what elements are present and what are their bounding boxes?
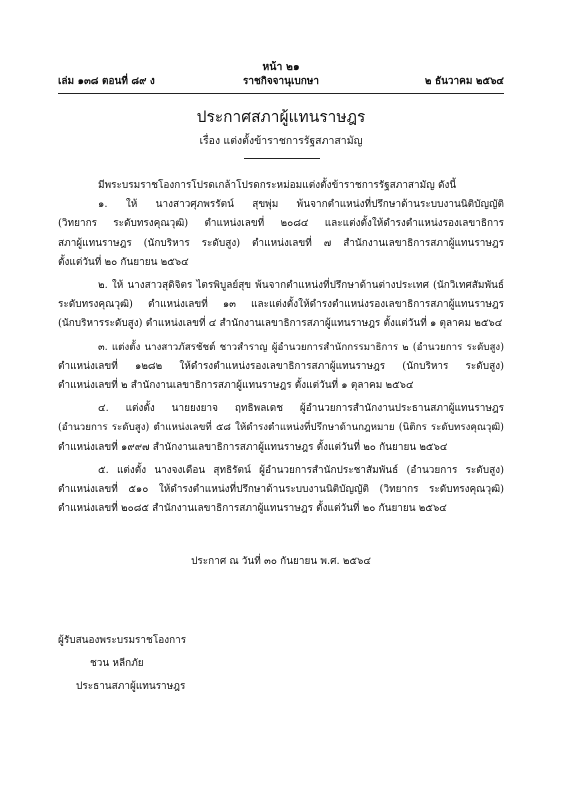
item-2-line: ระดับทรงคุณวุฒิ) ตำแหน่งเลขที่ ๑๓ และแต่งตั้งให้ดำรงตำแหน่งรองเลขาธิการสภาผู้แทนราษฎร <box>58 299 504 311</box>
announcement-title: ประกาศสภาผู้แทนราษฎร <box>196 108 366 126</box>
item-5-line: ตำแหน่งเลขที่ ๒๐๘๕ สำนักงานเลขาธิการสภาผู้แทนราษฎร ตั้งแต่วันที่ ๒๐ กันยายน ๒๕๖๔ <box>58 503 447 515</box>
announcement-subject: เรื่อง แต่งตั้งข้าราชการรัฐสภาสามัญ <box>199 135 363 147</box>
item-2-line: ๒. ให้ นางสาวสุดิจิตร ไตรพิบูลย์สุข พ้นจากตำแหน่งที่ปรึกษาด้านต่างประเทศ (นักวิเทศสัมพันธ์ <box>98 280 504 292</box>
signatory-name: ชวน หลีกภัย <box>90 658 144 669</box>
announcement-body <box>58 176 504 518</box>
item-1-line: สภาผู้แทนราษฎร (นักบริหาร ระดับสูง) ตำแหน่งเลขที่ ๗ สำนักงานเลขาธิการสภาผู้แทนราษฎร <box>58 237 504 249</box>
item-5-line: ๕. แต่งตั้ง นางจงเดือน สุทธิรัตน์ ผู้อำนวยการสำนักประชาสัมพันธ์ (อำนวยการ ระดับสูง) <box>98 464 504 476</box>
proclamation-date: ประกาศ ณ วันที่ ๓๐ กันยายน พ.ศ. ๒๕๖๔ <box>191 556 371 567</box>
item-4-line: (อำนวยการ ระดับสูง) ตำแหน่งเลขที่ ๕๘ ให้ดำรงตำแหน่งที่ปรึกษาด้านกฎหมาย (นิติกร ระดับทรงคุณวุฒิ) <box>58 422 504 434</box>
item-4-line: ตำแหน่งเลขที่ ๑๙๙๗ สำนักงานเลขาธิการสภาผู้แทนราษฎร ตั้งแต่วันที่ ๒๐ กันยายน ๒๕๖๔ <box>58 441 448 453</box>
signatory-position: ประธานสภาผู้แทนราษฎร <box>76 681 186 692</box>
item-2-line: (นักบริหารระดับสูง) ตำแหน่งเลขที่ ๔ สำนักงานเลขาธิการสภาผู้แทนราษฎร ตั้งแต่วันที่ ๑ ตุลาคม ๒๕๖๔ <box>58 318 503 330</box>
item-3-line: ตำแหน่งเลขที่ ๑๒๘๒ ให้ดำรงตำแหน่งรองเลขาธิการสภาผู้แทนราษฎร (นักบริหาร ระดับสูง) <box>58 360 504 372</box>
header-divider <box>58 93 504 94</box>
item-4-line: ๔. แต่งตั้ง นายยงยาจ ฤทธิพลเดช ผู้อำนวยการสำนักงานประธานสภาผู้แทนราษฎร <box>98 403 504 415</box>
intro-line: มีพระบรมราชโองการโปรดเกล้าโปรดกระหม่อมแต่งตั้งข้าราชการรัฐสภาสามัญ ดังนี้ <box>98 180 457 191</box>
item-1-line: ๑. ให้ นางสาวศุภพรรัตน์ สุขพุ่ม พ้นจากตำแหน่งที่ปรึกษาด้านระบบงานนิติบัญญัติ <box>98 199 504 211</box>
title-divider <box>244 158 320 159</box>
page-number: หน้า ๒๑ <box>262 61 300 73</box>
publication-date: ๒ ธันวาคม ๒๕๖๔ <box>424 76 504 87</box>
item-3-line: ตำแหน่งเลขที่ ๒ สำนักงานเลขาธิการสภาผู้แทนราษฎร ตั้งแต่วันที่ ๑ ตุลาคม ๒๕๖๔ <box>58 380 414 392</box>
item-3-line: ๓. แต่งตั้ง นางสาวภัสรชัชต์ ชาวสำราญ ผู้อำนวยการสำนักกรรมาธิการ ๒ (อำนวยการ ระดับสูง) <box>98 341 504 353</box>
volume-issue: เล่ม ๑๓๘ ตอนที่ ๘๙ ง <box>58 76 155 87</box>
item-5-line: ตำแหน่งเลขที่ ๕๑๐ ให้ดำรงตำแหน่งที่ปรึกษาด้านระบบงานนิติบัญญัติ (วิทยากร ระดับทรงคุณวุฒิ) <box>58 484 504 496</box>
countersign-label: ผู้รับสนองพระบรมราชโองการ <box>58 635 187 646</box>
item-1-line: ตั้งแต่วันที่ ๒๐ กันยายน ๒๕๖๔ <box>58 256 189 268</box>
item-1-line: (วิทยากร ระดับทรงคุณวุฒิ) ตำแหน่งเลขที่ ๒๐๘๔ และแต่งตั้งให้ดำรงตำแหน่งรองเลขาธิการ <box>58 218 504 230</box>
journal-name: ราชกิจจานุเบกษา <box>242 76 320 87</box>
gazette-header <box>58 74 504 90</box>
